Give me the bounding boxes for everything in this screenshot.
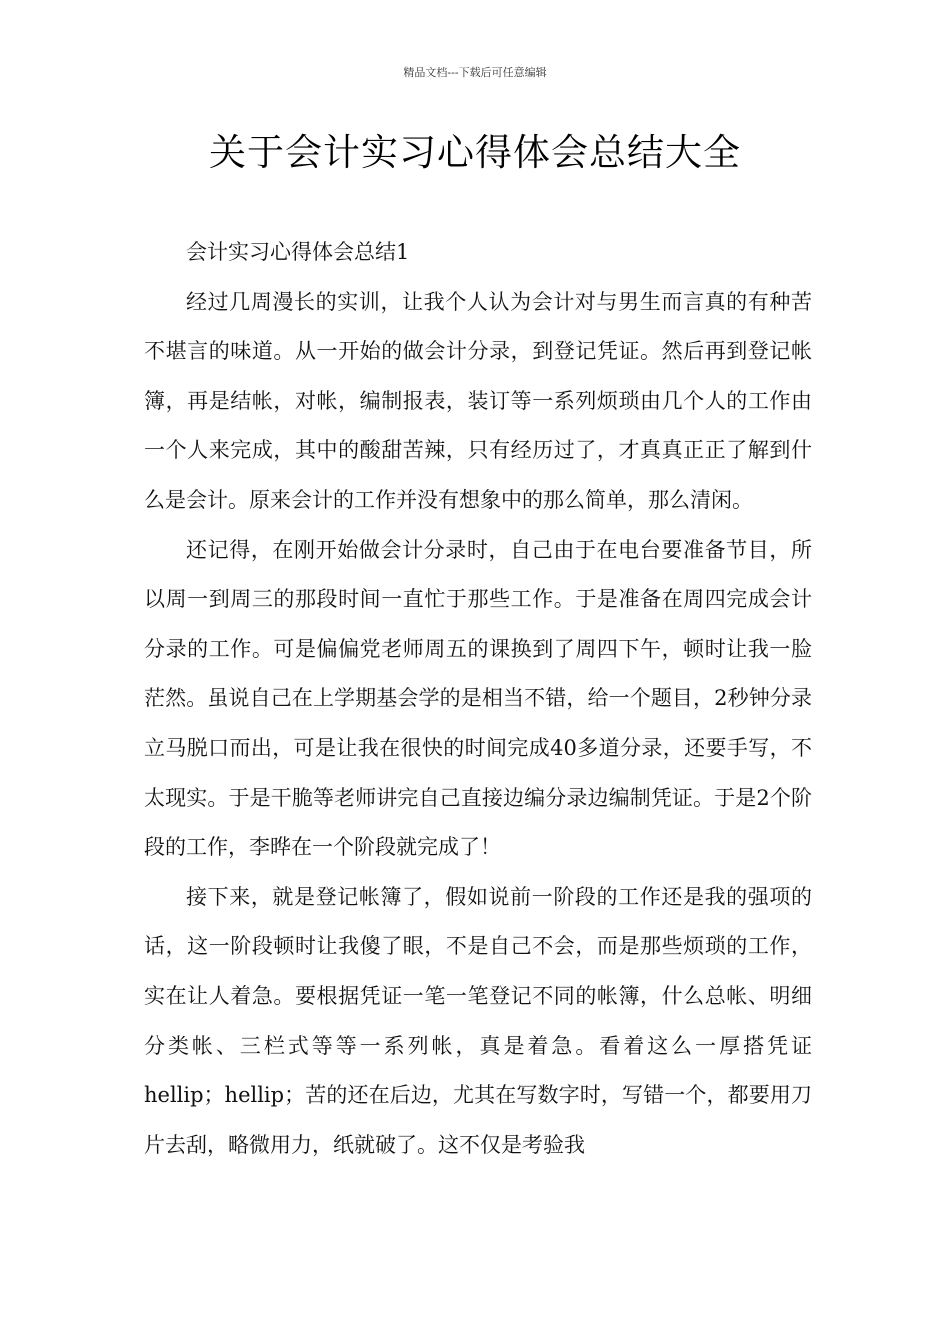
header-note: 精品文档---下载后可任意编辑 (403, 66, 547, 79)
section-heading: 会计实习心得体会总结1 (186, 240, 410, 264)
paragraph-3: 接下来，就是登记帐簿了，假如说前一阶段的工作还是我的强项的话，这一阶段顿时让我傻了眼，不是自己不会，而是那些烦琐的工作，实在让人着急。要根据凭证一笔一笔登记不同的帐簿，什么总帐、明细分类帐、三栏式等等一系列帐，真是着急。看着这么一厚搭凭证hellip；hellip；苦的还在后边，尤其在写数字时，写错一个，都要用刀片去刮，略微用力，纸就破了。这不仅是考验我 (144, 884, 812, 1157)
document-title: 关于会计实习心得体会总结大全 (209, 131, 741, 174)
document-body (144, 228, 812, 1170)
paragraph-2: 还记得，在刚开始做会计分录时，自己由于在电台要准备节目，所以周一到周三的那段时间一直忙于那些工作。于是准备在周四完成会计分录的工作。可是偏偏党老师周五的课换到了周四下午，顿时让我一脸茫然。虽说自己在上学期基会学的是相当不错，给一个题目，2秒钟分录立马脱口而出，可是让我在很快的时间完成40多道分录，还要手写，不太现实。于是干脆等老师讲完自己直接边编分录边编制凭证。于是2个阶段的工作，李晔在一个阶段就完成了！ (144, 537, 812, 860)
paragraph-1: 经过几周漫长的实训，让我个人认为会计对与男生而言真的有种苦不堪言的味道。从一开始的做会计分录，到登记凭证。然后再到登记帐簿，再是结帐，对帐，编制报表，装订等一系列烦琐由几个人的工作由一个人来完成，其中的酸甜苦辣，只有经历过了，才真真正正了解到什么是会计。原来会计的工作并没有想象中的那么简单，那么清闲。 (144, 289, 812, 512)
